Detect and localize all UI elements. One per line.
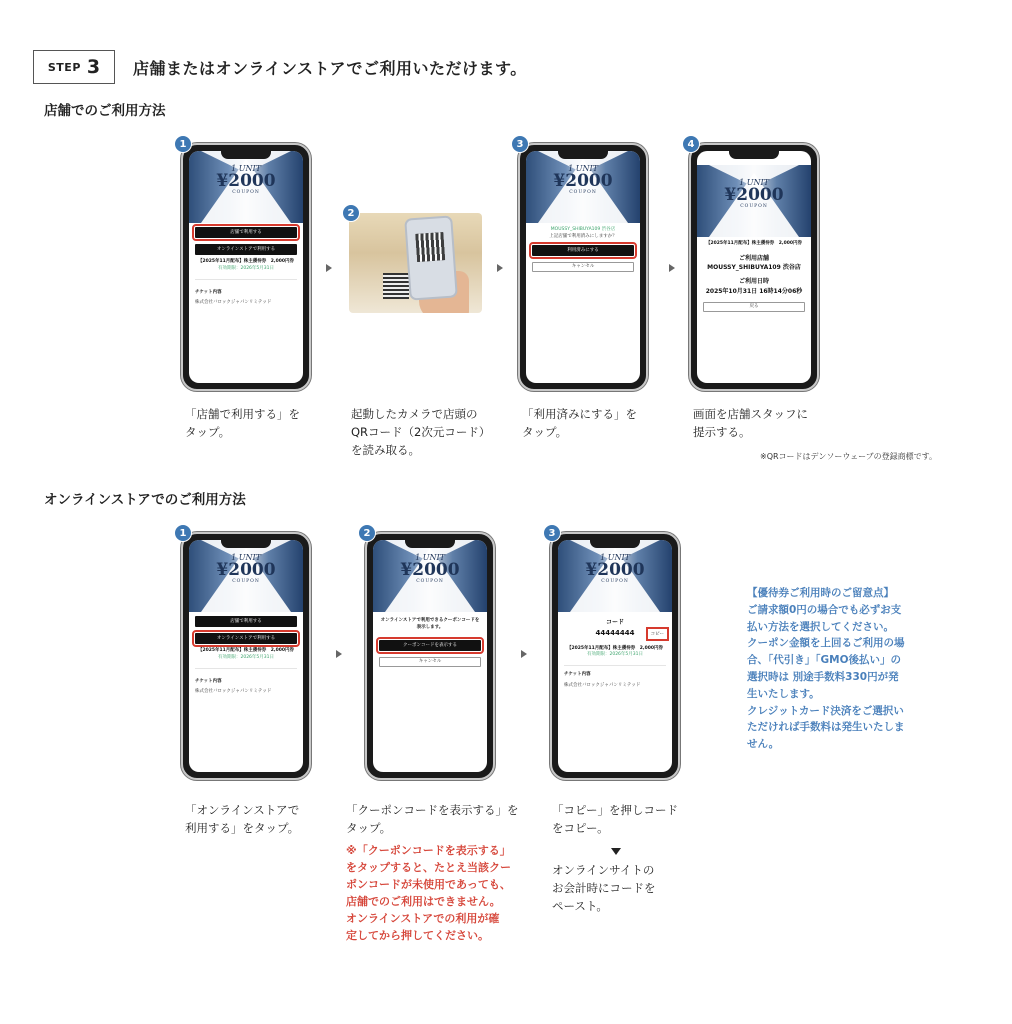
coupon-code-value: 44444444 bbox=[595, 628, 635, 637]
qr-code-icon bbox=[383, 273, 409, 299]
phone-store-3: 1 UNIT ¥2000 COUPON MOUSSY_SHIBUYA109 渋谷店 上記店舗で利用済みにしますか？ 利用済みにする キャンセル bbox=[518, 143, 648, 391]
mark-used-button[interactable]: 利用済みにする bbox=[532, 245, 634, 256]
step-title: 店舗またはオンラインストアでご利用いただけます。 bbox=[133, 59, 527, 78]
caption-online-3b: オンラインサイトの お会計時にコードを ペースト。 bbox=[552, 863, 656, 913]
phone-online-3: 1 UNIT ¥2000 COUPON コード 44444444 コピー 【2025年11月配布】株主優待券 2,000円券 有効期限：2026年5月31日 チケット内容 株式会社バロックジャパンリミテッド bbox=[550, 532, 680, 780]
step-badge: 2 bbox=[342, 204, 360, 222]
online-use-button[interactable]: オンラインストアで利用する bbox=[195, 244, 297, 255]
online-use-button[interactable]: オンラインストアで利用する bbox=[195, 633, 297, 644]
step-badge: 1 bbox=[174, 524, 192, 542]
phone-online-2: 1 UNIT ¥2000 COUPON オンラインストアで利用できるクーポンコードを表示します。 クーポンコードを表示する キャンセル bbox=[365, 532, 495, 780]
step-badge: 4 bbox=[682, 135, 700, 153]
show-code-button[interactable]: クーポンコードを表示する bbox=[379, 640, 481, 651]
caption-online-2: 「クーポンコードを表示する」を タップ。 bbox=[346, 803, 519, 835]
back-button[interactable]: 戻る bbox=[703, 302, 805, 312]
caption-store-1: 「店舗で利用する」を タップ。 bbox=[185, 407, 300, 439]
notice-text: 【優待券ご利用時のご留意点】 ご請求額0円の場合でも必ずお支払い方法を選択してください。 クーポン金額を上回るご利用の場合、「代引き」「GMO後払い」の選択時は 別途手数料330円が発生いたします。 クレジットカード決済をご選択いただければ手数料は発生いたしません。 bbox=[747, 587, 905, 751]
step-badge: 1 bbox=[174, 135, 192, 153]
coupon-hero: 1 UNIT ¥2000 COUPON bbox=[189, 151, 303, 223]
phone-online-1: 1 UNIT ¥2000 COUPON 店舗で利用する オンラインストアで利用する 【2025年11月配布】株主優待券 2,000円券 有効期限：2026年5月31日 チケット内容 株式会社バロックジャパンリミテッド bbox=[181, 532, 311, 780]
caption-store-2: 起動したカメラで店頭の QRコード（2次元コード） を読み取る。 bbox=[351, 407, 491, 457]
caption-online-3: 「コピー」を押しコード をコピー。 bbox=[552, 803, 679, 835]
step-badge: 2 bbox=[358, 524, 376, 542]
cancel-button[interactable]: キャンセル bbox=[532, 262, 634, 272]
caption-online-1: 「オンラインストアで 利用する」をタップ。 bbox=[185, 803, 300, 835]
step-number: 3 bbox=[86, 56, 101, 78]
step-label: STEP bbox=[47, 60, 81, 74]
arrow-icon bbox=[497, 264, 503, 272]
store-use-button[interactable]: 店舗で利用する bbox=[195, 227, 297, 238]
caption-store-4: 画面を店舗スタッフに 提示する。 bbox=[693, 407, 808, 439]
qr-trademark-note: ※QRコードはデンソーウェーブの登録商標です。 bbox=[760, 452, 938, 461]
caption-online-2-warning: ※「クーポンコードを表示する」 をタップすると、たとえ当該クー ポンコードが未使用であっても、 店舗でのご利用はできません。 オンラインストアでの利用が確 定してから押してください。 bbox=[346, 844, 511, 943]
step-badge: 3 bbox=[543, 524, 561, 542]
arrow-icon bbox=[336, 650, 342, 658]
online-section-title: オンラインストアでのご利用方法 bbox=[44, 492, 246, 508]
copy-button[interactable]: コピー bbox=[650, 631, 664, 637]
camera-scan-image bbox=[349, 213, 482, 313]
down-arrow-icon bbox=[611, 848, 621, 855]
step-box bbox=[33, 50, 115, 84]
store-section-title: 店舗でのご利用方法 bbox=[44, 103, 166, 119]
step-badge: 3 bbox=[511, 135, 529, 153]
cancel-button[interactable]: キャンセル bbox=[379, 657, 481, 667]
phone-store-4: 1 UNIT ¥2000 COUPON 【2025年11月配布】株主優待券 2,000円券 ご利用店舗 MOUSSY_SHIBUYA109 渋谷店 ご利用日時 2025年10月31日 16時14分06秒 戻る bbox=[689, 143, 819, 391]
arrow-icon bbox=[669, 264, 675, 272]
arrow-icon bbox=[326, 264, 332, 272]
arrow-icon bbox=[521, 650, 527, 658]
caption-store-3: 「利用済みにする」を タップ。 bbox=[522, 407, 637, 439]
phone-store-1: 1 UNIT ¥2000 COUPON 店舗で利用する オンラインストアで利用する 【2025年11月配布】株主優待券 2,000円券 有効期限：2026年5月31日 チケット内容 株式会社バロックジャパンリミテッド bbox=[181, 143, 311, 391]
store-use-button[interactable]: 店舗で利用する bbox=[195, 616, 297, 627]
